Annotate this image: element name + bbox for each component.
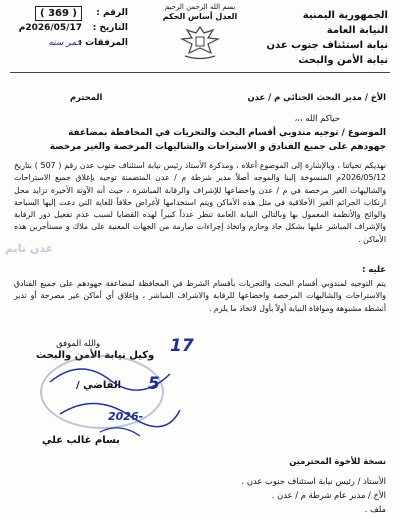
greeting: حياكم الله ،،، <box>294 113 340 123</box>
subject-line-1: الموضوع / توجيه مندوبي أقسام البحث والتحريات في المحافظة بمضاعفة <box>68 128 386 138</box>
issuer-line-2: النيابة العامة <box>326 25 388 36</box>
copy-file: ملف . <box>364 504 386 514</box>
issuer-line-3: نيابة استئناف جنوب عدن <box>266 40 388 51</box>
motto: العدل أساس الحكم <box>162 12 238 21</box>
issuer-line-4: نيابة الأمن والبحث <box>298 55 388 66</box>
basmala: بسم الله الرحمن الرحيم <box>164 3 236 11</box>
number-value: ( 369 ) <box>35 6 82 21</box>
official-stamp <box>40 355 164 429</box>
signer-name: بسام غالب علي <box>42 435 120 446</box>
paragraph-2-lead: عليه : <box>362 264 386 274</box>
header-divider <box>10 72 390 73</box>
handwritten-number-5: 5 <box>148 374 160 394</box>
copy-recipient-2: الأخ / مدير عام شرطة م / عدن . <box>271 490 386 500</box>
closing: والله الموفق <box>56 338 100 348</box>
handwritten-date: 2026- <box>108 410 144 423</box>
number-label: الرقم : <box>96 8 128 18</box>
honorific: المحترم <box>70 92 103 102</box>
subject-line-2: جهودهم على جميع الفنادق و الاستراحات والشاليهات المرخصة والغير مرخصة <box>49 142 386 152</box>
reference-block <box>8 6 128 51</box>
date-value: 2026/05/17م <box>18 23 82 33</box>
copies-heading: نسخة للأخوة المحترمين <box>289 456 386 466</box>
issuer-line-1: الجمهورية اليمنية <box>302 10 388 21</box>
attachments-row <box>8 36 128 51</box>
copy-recipient-1: الأستاذ / رئيس نيابة استئناف جنوب عدن . <box>241 476 386 486</box>
number-row <box>8 6 128 21</box>
paragraph-1: نهديكم تحياتنا ، وبالإشارة إلى الموضوع أعلاه ، ومذكرة الأستاذ رئيس نيابة استئناف جنوب عدن رقم ( 507 ) بتاريخ 2026/05/12م المنسوخة إلينا والموجه أصلاً مدير شرطة م / عدن المتضمنة توجيه بإغلاق جميع الاستراحات والشاليهات الغير مرخصة في م / عدن واخضاعها للإشراف والرقابة المباشرة ، حيث أنه الآونة الأخيرة تزايد محل ارتكاب الجرائم الغير الأخلاقية في مثل هذه الأماكن ويتم استخدامها لأغراض خلافاً للغاية التي دعت إليها السياحة والوائح والأنظمة المعمول بها وبالتالي النيابة العامة تنظر عدداً كبيراً لهذه القضايا لسبب عدم تفعيل دور الرقابة والإشراف المباشر عليها بشكل جاد وحازم واتخاذ إجراءات صارمة من الجهات المعنية على ملاك و مستأجرين هذه الأماكن . <box>14 161 386 244</box>
attachments-value: حمر سنه <box>48 38 82 48</box>
addressee: الأخ / مدير البحث الجنائي م / عدن <box>247 92 386 102</box>
date-label: التاريخ : <box>92 23 128 33</box>
issuer-header <box>266 8 388 68</box>
signer-role: القاضي / <box>76 380 122 391</box>
date-row <box>8 21 128 36</box>
emblem-block <box>150 3 250 67</box>
paragraph-2: يتم التوجيه لمندوبي أقسام البحث والتحريات بأقسام الشرط في المحافظة لمضاعفة جهودهم على جميع الفنادق والاستراحات والشاليهات المرخصة واخضاعها للرقابة والاشراف المباشر ، وإغلاق أي أماكن غير مصرحة أو تدير أنشطة مشبوهة وموافاة النيابة أولاً بأول لاتخاذ ما يلزم . <box>14 279 386 313</box>
handwritten-number-17: 17 <box>170 336 194 356</box>
signer-title: وكيل نيابة الأمن والبحث <box>36 350 155 361</box>
eagle-emblem-icon <box>177 23 223 63</box>
watermark: عدن تايم <box>5 242 54 255</box>
attachments-label: المرفقات : <box>78 38 128 48</box>
